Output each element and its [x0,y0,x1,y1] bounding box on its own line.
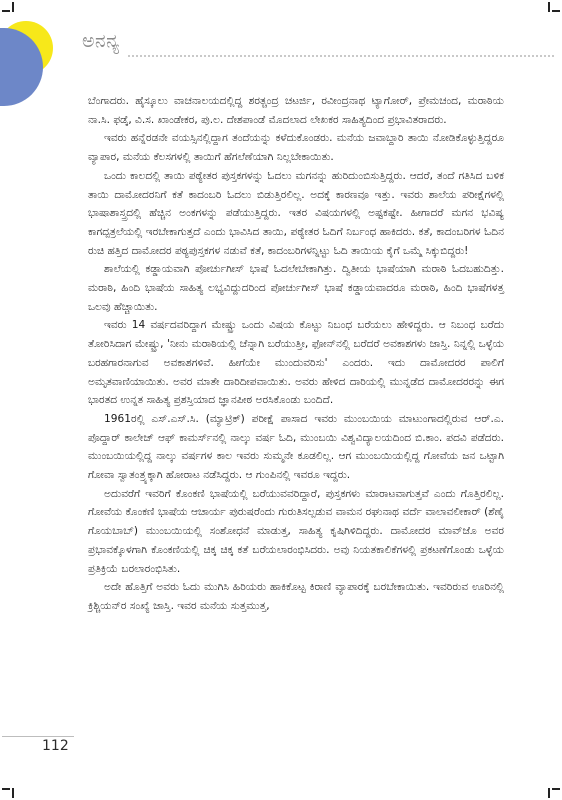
crop-mark [552,10,560,12]
paragraph: ಇವರು 14 ವರ್ಷದವರಿದ್ದಾಗ ಮೇಷ್ಟ್ರು ಒಂದು ವಿಷಯ ಕೊಟ್ಟು ನಿಬಂಧ ಬರೆಯಲು ಹೇಳಿದ್ದರು. ಆ ನಿಬಂಧ ಬರೆದು ತೋರಿಸಿದಾಗ ಮೇಷ್ಟ್ರು, 'ನೀನು ಮರಾಠಿಯಲ್ಲಿ ಚೆನ್ನಾಗಿ ಬರೆಯುತ್ತೀ, ಫೋನ್‌ನಲ್ಲಿ ಬರೆದರೆ ಅವಕಾಶಗಳು ಜಾಸ್ತಿ. ನಿನ್ನಲ್ಲಿ ಒಳ್ಳೆಯ ಬರಹಗಾರನಾಗುವ ಅವಕಾಶಗಳಿವೆ. ಹೀಗೆಯೇ ಮುಂದುವರಿಸು' ಎಂದರು. ಇದು ದಾಮೋದರರ ಪಾಲಿಗೆ ಅಮೃತವಾಣಿಯಾಯಿತು. ಅವರ ಮಾತೇ ದಾರಿದೀಪವಾಯಿತು. ಅವರು ಹೇಳಿದ ದಾರಿಯಲ್ಲಿ ಮುನ್ನಡೆದ ದಾಮೋದರರನ್ನು ಈಗ ಭಾರತದ ಉನ್ನತ ಸಾಹಿತ್ಯ ಪ್ರಶಸ್ತಿಯಾದ ಜ್ಞಾನಪೀಠ ಅರಸಿಕೊಂಡು ಬಂದಿದೆ. [88,319,504,407]
crop-mark [2,10,10,12]
crop-mark [2,788,10,790]
crop-mark [548,2,550,12]
paragraph: ಅದುವರೆಗೆ ಇವರಿಗೆ ಕೊಂಕಣಿ ಭಾಷೆಯಲ್ಲಿ ಬರೆಯುವವರಿದ್ದಾರೆ, ಪುಸ್ತಕಗಳು ಮಾರಾಟವಾಗುತ್ತವೆ ಎಂದು ಗೊತ್ತಿರಲಿಲ್ಲ. ಗೋವೆಯ ಕೊಂಕಣಿ ಭಾಷೆಯ ಆಚಾರ್ಯ ಪುರುಷರೆಂದು ಗುರುತಿಸಲ್ಪಡುವ ವಾಮನ ರಘುನಾಥ ವರ್ದೆ ವಾಲಾವಲೀಕಾರ್ (ಶೆಣೈ ಗೊಯಬಾಬ್) ಮುಂಬಯಿಯಲ್ಲಿ ಸಂಶೋಧನೆ ಮಾಡುತ್ತ, ಸಾಹಿತ್ಯ ಕೃಷಿಗಿಳಿದಿದ್ದರು. ದಾಮೋದರ ಮಾವ್‌ಜೊ ಅವರ ಪ್ರಭಾವಕ್ಕೊಳಗಾಗಿ ಕೊಂಕಣಿಯಲ್ಲಿ ಚಿಕ್ಕ ಚಿಕ್ಕ ಕತೆ ಬರೆಯಲಾರಂಭಿಸಿದರು. ಅವು ನಿಯತಕಾಲಿಕೆಗಳಲ್ಲಿ ಪ್ರಕಟಣೆಗೊಂಡು ಒಳ್ಳೆಯ ಪ್ರತಿಕ್ರಿಯೆ ಬರಲಾರಂಭಿಸಿತು. [88,487,504,575]
paragraph: 1961ರಲ್ಲಿ ಎಸ್.ಎಸ್.ಸಿ. (ಮ್ಯಾಟ್ರಿಕ್) ಪರೀಕ್ಷೆ ಪಾಸಾದ ಇವರು ಮುಂಬಯಿಯ ಮಾಟುಂಗಾದಲ್ಲಿರುವ ಆರ್.ಎ. ಪೊದ್ದಾರ್ ಕಾಲೇಜ್ ಆಫ್ ಕಾಮರ್ಸ್‌ನಲ್ಲಿ ನಾಲ್ಕು ವರ್ಷ ಓದಿ, ಮುಂಬಯಿ ವಿಶ್ವವಿದ್ಯಾಲಯದಿಂದ ಬಿ.ಕಾಂ. ಪದವಿ ಪಡೆದರು. ಮುಂಬಯಿಯಲ್ಲಿದ್ದ ನಾಲ್ಕು ವರ್ಷಗಳ ಕಾಲ ಇವರು ಸುಮ್ಮನೇ ಕೂಡಲಿಲ್ಲ. ಆಗ ಮುಂಬಯಿಯಲ್ಲಿದ್ದ ಗೋವೆಯ ಜನ ಒಟ್ಟಾಗಿ ಗೋವಾ ಸ್ವಾತಂತ್ರ್ಯಕ್ಕಾಗಿ ಹೋರಾಟ ನಡೆಸಿದ್ದರು. ಆ ಗುಂಪಿನಲ್ಲಿ ಇವರೂ ಇದ್ದರು. [88,412,504,482]
corner-decoration [0,18,58,108]
running-header-title: ಅನನ್ಯ [82,30,120,52]
paragraph: ಶಾಲೆಯಲ್ಲಿ ಕಡ್ಡಾಯವಾಗಿ ಪೋರ್ಚುಗೀಸ್ ಭಾಷೆ ಓದಲೇಬೇಕಾಗಿತ್ತು. ದ್ವಿತೀಯ ಭಾಷೆಯಾಗಿ ಮರಾಠಿ ಓದಬಹುದಿತ್ತು. ಮರಾಠಿ, ಹಿಂದಿ ಭಾಷೆಯ ಸಾಹಿತ್ಯ ಲಭ್ಯವಿದ್ದುದರಿಂದ ಪೋರ್ಚುಗೀಸ್ ಭಾಷೆ ಕಡ್ಡಾಯವಾದರೂ ಮರಾಠಿ, ಹಿಂದಿ ಭಾಷೆಗಳತ್ತ ಒಲವು ಹೆಚ್ಚಾಯಿತು. [88,263,504,313]
paragraph: ಬೆಂಗಾದರು. ಹೈಸ್ಕೂಲು ವಾಚನಾಲಯದಲ್ಲಿದ್ದ ಶರತ್ಚಂದ್ರ ಚಟರ್ಜಿ, ರವೀಂದ್ರನಾಥ ಟ್ಯಾಗೋರ್, ಪ್ರೇಮಚಂದ, ಮರಾಠಿಯ ನಾ.ಸಿ. ಫಡ್ಕೆ, ವಿ.ಸ. ಖಾಂಡೇಕರ, ಪು.ಲ. ದೇಶಪಾಂಡೆ ಮೊದಲಾದ ಲೇಖಕರ ಸಾಹಿತ್ಯದಿಂದ ಪ್ರಭಾವಿತರಾದರು. [88,95,504,126]
paragraph: ಇವರು ಹನ್ನೆರಡನೇ ವಯಸ್ಸಿನಲ್ಲಿದ್ದಾಗ ತಂದೆಯನ್ನು ಕಳೆದುಕೊಂಡರು. ಮನೆಯ ಜವಾಬ್ದಾರಿ ತಾಯಿ ನೋಡಿಕೊಳ್ಳುತ್ತಿದ್ದರೂ ವ್ಯಾಪಾರ, ಮನೆಯ ಕೆಲಸಗಳಲ್ಲಿ ತಾಯಿಗೆ ಹೆಗಲೆಣೆಯಾಗಿ ನಿಲ್ಲಬೇಕಾಯಿತು. [88,132,504,164]
crop-mark [548,788,550,798]
paragraph: ಅದೇ ಹೊತ್ತಿಗೆ ಅವರು ಓದು ಮುಗಿಸಿ ಹಿರಿಯರು ಹಾಕಿಕೊಟ್ಟ ಕಿರಾಣಿ ವ್ಯಾಪಾರಕ್ಕೆ ಬರಬೇಕಾಯಿತು. ಇವರಿರುವ ಊರಿನಲ್ಲಿ ಕ್ರಿಶ್ಚಿಯನ್‌ರ ಸಂಖ್ಯೆ ಜಾಸ್ತಿ. ಇವರ ಮನೆಯ ಸುತ್ತಮುತ್ತ, [88,581,504,612]
crop-mark [552,788,560,790]
body-text [88,92,504,616]
crop-mark [12,2,14,12]
crop-mark [12,788,14,798]
footer-rule [2,736,74,737]
paragraph: ಒಂದು ಕಾಲದಲ್ಲಿ ತಾಯಿ ಪಠ್ಯೇತರ ಪುಸ್ತಕಗಳನ್ನು ಓದಲು ಮಗನನ್ನು ಹುರಿದುಂಬಿಸುತ್ತಿದ್ದರು. ಆದರೆ, ತಂದೆ ಗತಿಸಿದ ಬಳಿಕ ತಾಯಿ ದಾಮೋದರನಿಗೆ ಕತೆ ಕಾದಂಬರಿ ಓದಲು ಬಿಡುತ್ತಿರಲಿಲ್ಲ. ಅದಕ್ಕೆ ಕಾರಣವೂ ಇತ್ತು. ಇವರು ಶಾಲೆಯ ಪರೀಕ್ಷೆಗಳಲ್ಲಿ ಭಾಷಾಶಾಸ್ತ್ರದಲ್ಲಿ ಹೆಚ್ಚಿನ ಅಂಕಗಳನ್ನು ಪಡೆಯುತ್ತಿದ್ದರು. ಇತರ ವಿಷಯಗಳಲ್ಲಿ ಅಷ್ಟಕಷ್ಟೇ. ಹೀಗಾದರೆ ಮಗನ ಭವಿಷ್ಯ ಕಾಗದ್ಪತ್ರಲೆಯಲ್ಲಿ ಇರಬೇಕಾಗುತ್ತದೆ ಎಂದು ಭಾವಿಸಿದ ತಾಯಿ, ಪಠ್ಯೇತರ ಓದಿಗೆ ನಿರ್ಬಂಧ ಹಾಕಿದರು. ಕತೆ, ಕಾದಂಬರಿಗಳ ಓದಿನ ರುಚಿ ಹತ್ತಿದ ದಾಮೋದರ ಪಠ್ಯಪುಸ್ತಕಗಳ ನಡುವೆ ಕತೆ, ಕಾದಂಬರಿಗಳನ್ನಿಟ್ಟು ಓದಿ ತಾಯಿಯ ಕೈಗೆ ಒಮ್ಮೆ ಸಿಕ್ಕುಬಿದ್ದರು! [88,169,504,257]
header-dotted-rule [128,55,554,57]
page-number: 112 [42,738,69,754]
